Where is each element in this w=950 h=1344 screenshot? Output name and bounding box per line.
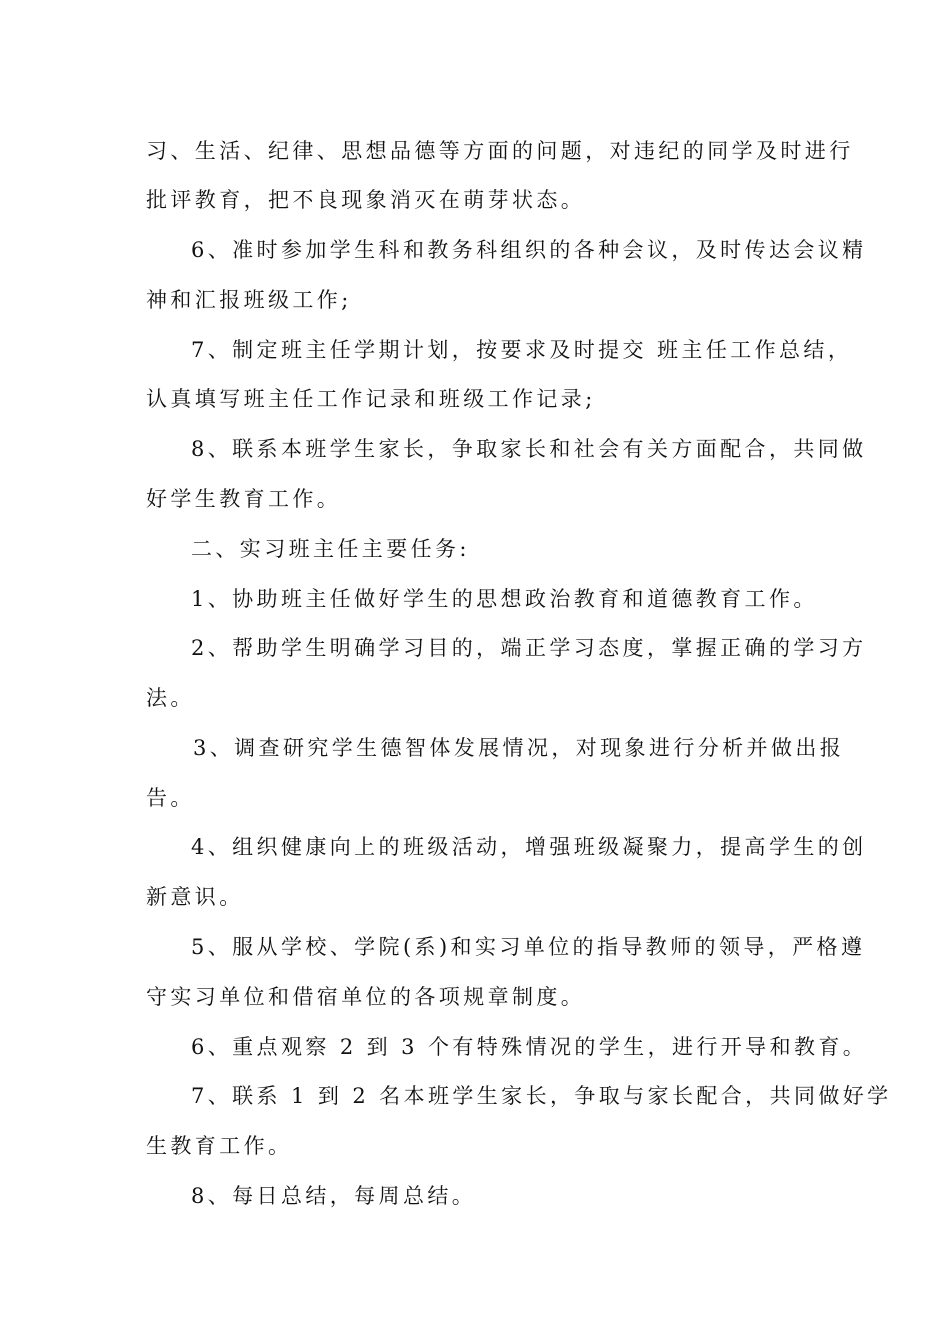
text-line: 习、生活、纪律、思想品德等方面的问题，对违纪的同学及时进行	[146, 139, 854, 163]
text-line: 神和汇报班级工作;	[146, 288, 352, 312]
text-line: 守实习单位和借宿单位的各项规章制度。	[146, 985, 586, 1009]
text-line: 法。	[146, 686, 195, 710]
text-line: 生教育工作。	[146, 1134, 293, 1158]
text-line: 5、服从学校、学院(系)和实习单位的指导教师的领导，严格遵	[191, 935, 866, 959]
text-line: 认真填写班主任工作记录和班级工作记录;	[146, 387, 596, 411]
text-line: 1、协助班主任做好学生的思想政治教育和道德教育工作。	[191, 587, 818, 611]
text-line: 3、调查研究学生德智体发展情况，对现象进行分析并做出报	[193, 736, 845, 760]
text-line: 4、组织健康向上的班级活动，增强班级凝聚力，提高学生的创	[191, 835, 867, 859]
text-line: 7、联系 1 到 2 名本班学生家长，争取与家长配合，共同做好学	[191, 1084, 892, 1108]
text-line: 好学生教育工作。	[146, 487, 342, 511]
text-line: 批评教育，把不良现象消灭在萌芽状态。	[146, 188, 586, 212]
text-line: 8、联系本班学生家长，争取家长和社会有关方面配合，共同做	[191, 437, 867, 461]
text-line: 6、重点观察 2 到 3 个有特殊情况的学生，进行开导和教育。	[191, 1035, 868, 1059]
text-line: 7、制定班主任学期计划，按要求及时提交 班主任工作总结，	[191, 338, 853, 362]
text-line: 6、准时参加学生科和教务科组织的各种会议，及时传达会议精	[191, 238, 867, 262]
text-line: 新意识。	[146, 885, 244, 909]
text-line: 告。	[146, 786, 195, 810]
section-heading: 二、实习班主任主要任务:	[191, 537, 470, 561]
text-line: 8、每日总结，每周总结。	[191, 1184, 477, 1208]
text-line: 2、帮助学生明确学习目的，端正学习态度，掌握正确的学习方	[191, 636, 867, 660]
